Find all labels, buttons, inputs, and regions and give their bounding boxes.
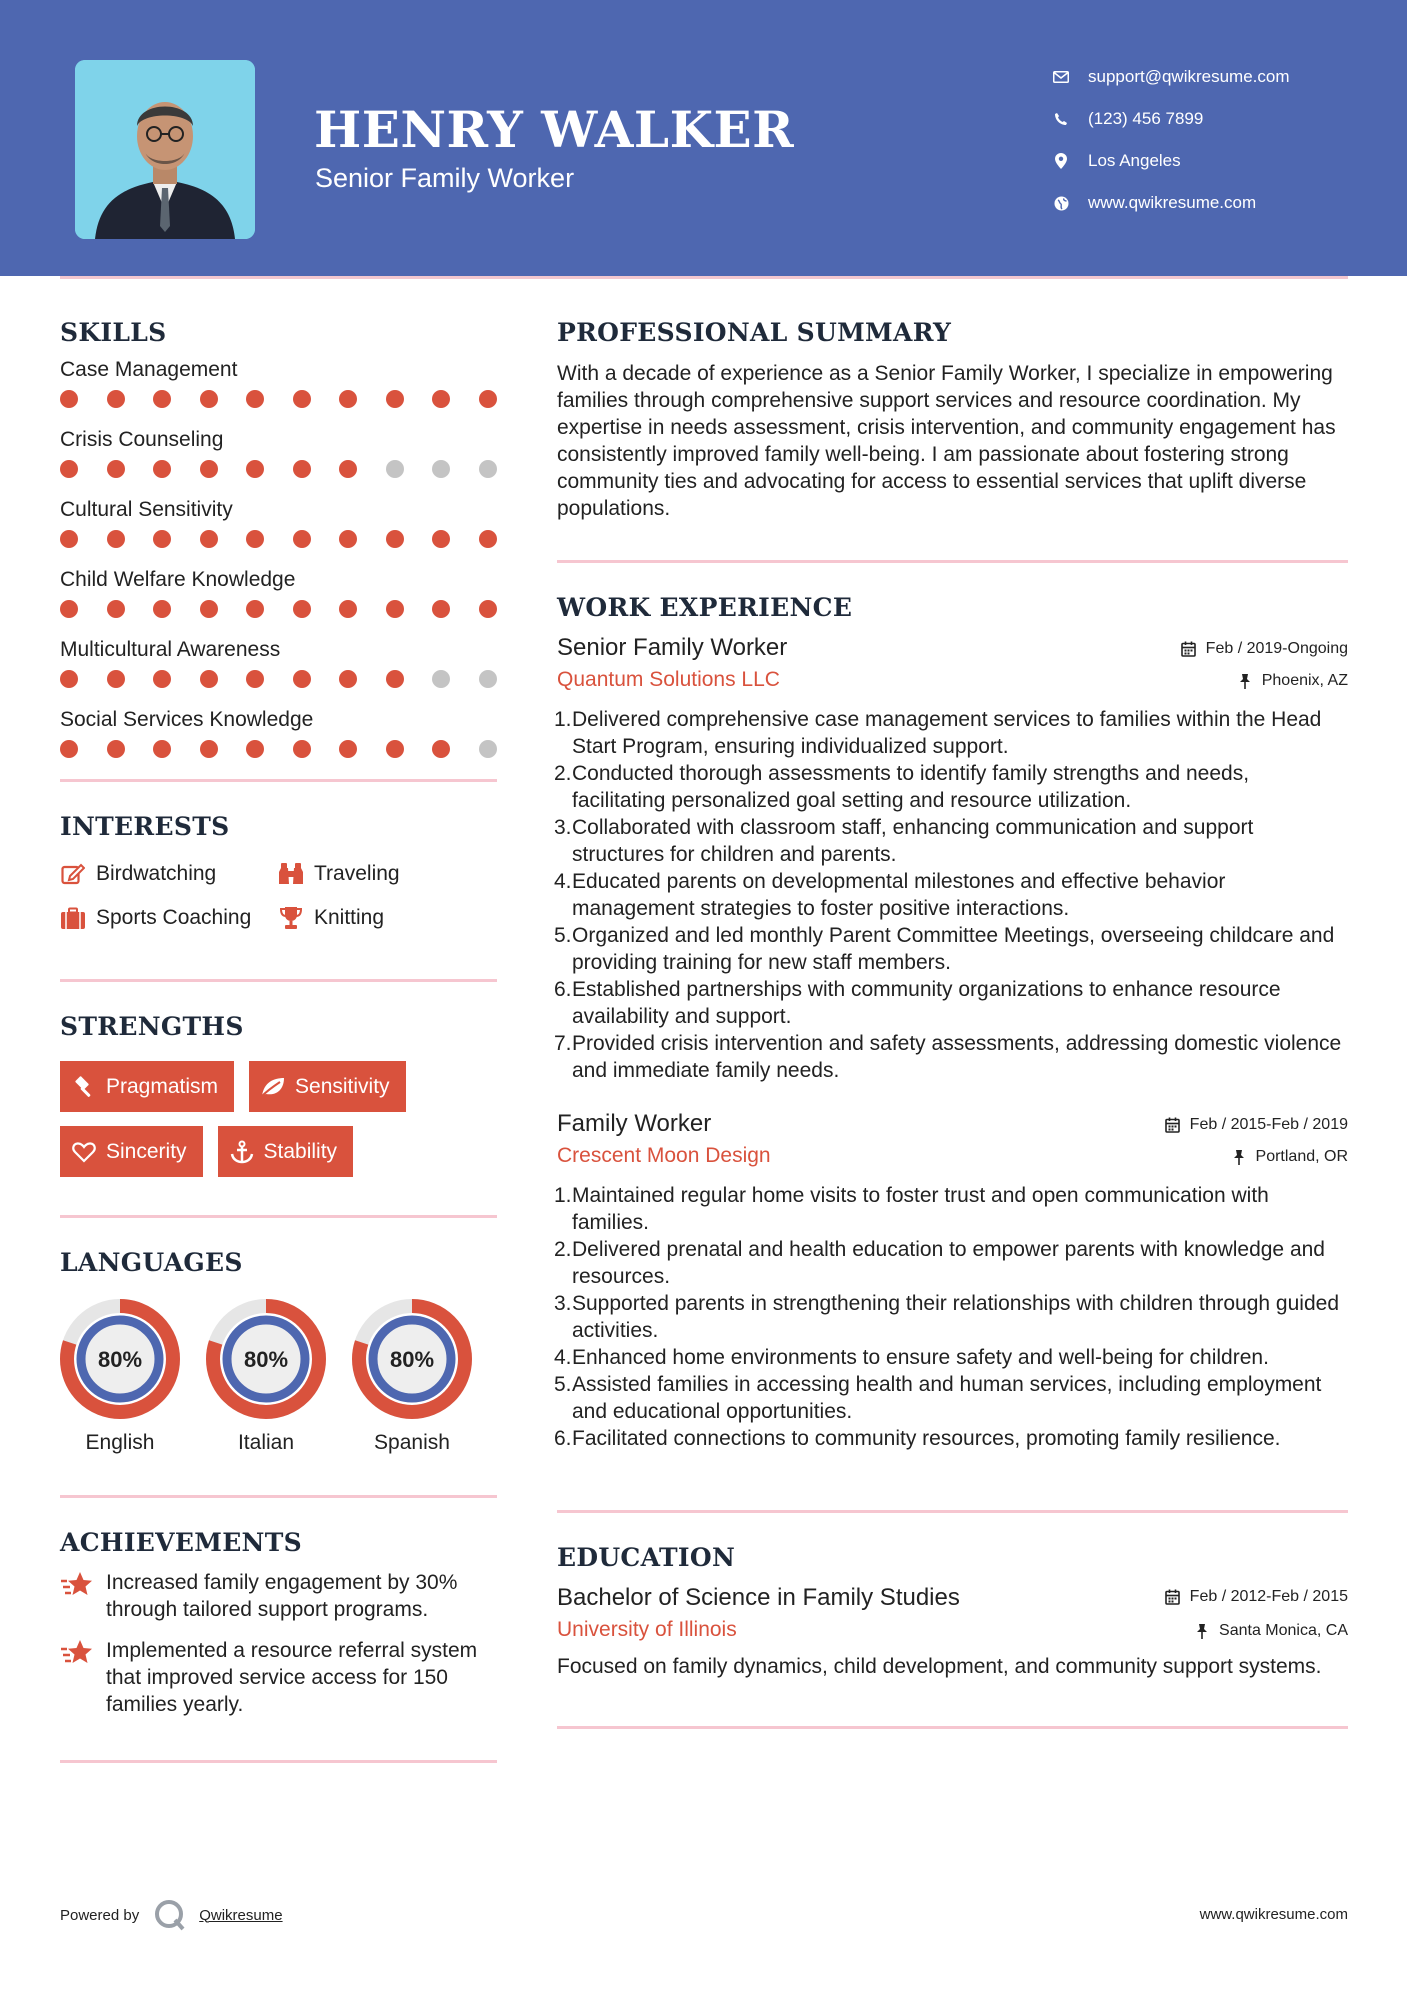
skills-list: [60, 355, 497, 763]
skill-item: [60, 635, 497, 693]
contact-email-text: support@qwikresume.com: [1088, 67, 1290, 86]
job-dates-text: Feb / 2015-Feb / 2019: [1189, 1116, 1348, 1133]
skill-item: [60, 495, 497, 553]
experience-heading: WORK EXPERIENCE: [557, 593, 853, 622]
education-location-text: Santa Monica, CA: [1219, 1622, 1348, 1639]
job-title: Family Worker: [557, 1110, 712, 1137]
strength-badge: [249, 1061, 406, 1112]
rating-dot-filled: [107, 460, 125, 478]
duty-item: 4. Enhanced home environments to ensure safety and well-being for children.: [554, 1346, 1269, 1369]
duty-item: 2. Delivered prenatal and health education to empower parents with knowledge and resources.: [554, 1238, 1325, 1288]
strength-badge: [60, 1061, 234, 1112]
rating-dot-filled: [107, 670, 125, 688]
job-location: [1236, 672, 1348, 690]
rating-dot-filled: [153, 390, 171, 408]
contact-website[interactable]: [1050, 182, 1290, 224]
languages-list: [60, 1299, 497, 1455]
achievements-heading: ACHIEVEMENTS: [60, 1528, 302, 1557]
job-subheader: [557, 668, 1348, 692]
job-header: [557, 1110, 1348, 1138]
rating-dot-filled: [153, 530, 171, 548]
achievement-item: [60, 1569, 497, 1623]
rating-dot-filled: [153, 740, 171, 758]
section-divider: [557, 1726, 1348, 1729]
heart-icon: [70, 1138, 98, 1166]
rating-dot-empty: [479, 460, 497, 478]
profile-photo: [75, 60, 255, 239]
rating-dot-filled: [200, 740, 218, 758]
education-dates: [1164, 1588, 1348, 1606]
language-name: English: [85, 1431, 155, 1454]
duty-item: 3. Collaborated with classroom staff, enhancing communication and support structures for children and parents.: [554, 816, 1254, 866]
rating-dot-filled: [200, 670, 218, 688]
rating-dot-filled: [107, 530, 125, 548]
rating-dot-filled: [60, 600, 78, 618]
strength-label: Pragmatism: [106, 1074, 219, 1098]
section-divider: [557, 560, 1348, 563]
rating-dot-filled: [153, 670, 171, 688]
rating-dot-empty: [386, 460, 404, 478]
job-location: [1230, 1148, 1348, 1166]
interests-heading: INTERESTS: [60, 812, 230, 841]
skill-rating: [60, 735, 497, 763]
rating-dot-filled: [293, 670, 311, 688]
contact-website-text: www.qwikresume.com: [1088, 193, 1257, 212]
rating-dot-filled: [432, 530, 450, 548]
section-divider: [60, 1495, 497, 1498]
rating-dot-filled: [339, 390, 357, 408]
rating-dot-filled: [386, 670, 404, 688]
job-entry: [554, 1110, 1348, 1452]
summary-heading: PROFESSIONAL SUMMARY: [557, 318, 952, 347]
duty-item: 6. Facilitated connections to community resources, promoting family resilience.: [554, 1427, 1281, 1450]
rating-dot-filled: [339, 670, 357, 688]
language-item: [352, 1299, 472, 1455]
language-item: [206, 1299, 326, 1455]
rating-dot-filled: [60, 530, 78, 548]
interest-label: Traveling: [314, 862, 400, 885]
skill-rating: [60, 525, 497, 553]
footer-url[interactable]: www.qwikresume.com: [1199, 1906, 1348, 1923]
footer-powered-by: [60, 1898, 283, 1932]
strengths-list: [60, 1061, 497, 1177]
section-divider: [60, 1215, 497, 1218]
interest-label: Knitting: [314, 906, 385, 929]
company-name: Crescent Moon Design: [557, 1144, 771, 1167]
language-item: [60, 1299, 180, 1455]
job-title: Senior Family Worker: [557, 634, 788, 661]
rating-dot-filled: [246, 460, 264, 478]
interest-item: [278, 903, 497, 933]
strength-label: Sincerity: [106, 1139, 187, 1163]
education-dates-text: Feb / 2012-Feb / 2015: [1189, 1588, 1348, 1605]
rating-dot-filled: [293, 600, 311, 618]
duty-item: 1. Maintained regular home visits to foster trust and open communication with families.: [554, 1184, 1269, 1234]
language-name: Italian: [237, 1431, 295, 1454]
achievement-text: Increased family engagement by 30% through tailored support programs.: [106, 1571, 458, 1621]
anchor-icon: [228, 1138, 256, 1166]
education-header: [557, 1584, 1348, 1612]
rating-dot-filled: [246, 670, 264, 688]
rating-dot-empty: [432, 670, 450, 688]
rating-dot-filled: [339, 740, 357, 758]
section-divider: [60, 979, 497, 982]
rating-dot-filled: [153, 460, 171, 478]
candidate-title: Senior Family Worker: [315, 163, 575, 193]
rating-dot-empty: [432, 460, 450, 478]
education-location: [1193, 1622, 1348, 1640]
rating-dot-filled: [479, 390, 497, 408]
skills-heading: SKILLS: [60, 318, 167, 347]
interests-list: [60, 859, 497, 933]
candidate-name: HENRY WALKER: [314, 100, 795, 159]
skill-rating: [60, 595, 497, 623]
duty-list: [554, 1182, 1348, 1452]
duty-item: 5. Organized and led monthly Parent Committee Meetings, overseeing childcare and providing training for new staff members.: [554, 924, 1335, 974]
rating-dot-filled: [386, 740, 404, 758]
contact-list: [1050, 56, 1290, 224]
rating-dot-filled: [432, 390, 450, 408]
rating-dot-filled: [107, 390, 125, 408]
rating-dot-filled: [107, 740, 125, 758]
skill-name: Crisis Counseling: [60, 428, 224, 451]
header-divider: [60, 276, 1348, 279]
skill-item: [60, 425, 497, 483]
suitcase-icon: [60, 905, 86, 931]
strength-badge: [60, 1126, 203, 1177]
pushpin-icon: [1230, 1148, 1248, 1166]
summary-text: With a decade of experience as a Senior Family Worker, I specialize in empowering families through comprehensive support services and resource coordination. My expertise in needs assessment, crisis intervention, and community engagement has consistently improved family well-being. I am passionate about fostering strong community ties and advocating for access to essential services that uplift diverse populations.: [557, 362, 1336, 520]
job-subheader: [557, 1144, 1348, 1168]
duty-list: [554, 706, 1348, 1084]
job-dates-text: Feb / 2019-Ongoing: [1205, 640, 1348, 657]
education-subheader: [557, 1618, 1348, 1642]
duty-item: 6. Established partnerships with community organizations to enhance resource availability and support.: [554, 978, 1281, 1028]
language-percent: 80%: [97, 1347, 143, 1372]
rating-dot-filled: [339, 460, 357, 478]
rating-dot-filled: [246, 530, 264, 548]
duty-item: 5. Assisted families in accessing health and human services, including employment and educational opportunities.: [554, 1373, 1322, 1423]
pushpin-icon: [1193, 1622, 1211, 1640]
contact-phone-text: (123) 456 7899: [1088, 109, 1204, 128]
rating-dot-filled: [432, 600, 450, 618]
rating-dot-filled: [479, 600, 497, 618]
envelope-icon: [1050, 66, 1072, 88]
rating-dot-filled: [293, 460, 311, 478]
rating-dot-filled: [293, 740, 311, 758]
calendar-icon: [1164, 1588, 1182, 1606]
skill-name: Multicultural Awareness: [60, 638, 281, 661]
education-description: Focused on family dynamics, child development, and community support systems.: [557, 1655, 1322, 1678]
contact-location-text: Los Angeles: [1088, 151, 1181, 170]
language-ring: [352, 1299, 472, 1419]
language-name: Spanish: [374, 1431, 450, 1454]
leaf-icon: [259, 1073, 287, 1101]
phone-icon: [1050, 108, 1072, 130]
school-name: University of Illinois: [557, 1618, 737, 1641]
rating-dot-empty: [479, 670, 497, 688]
gavel-icon: [70, 1073, 98, 1101]
rating-dot-filled: [200, 600, 218, 618]
skill-item: [60, 565, 497, 623]
skill-item: [60, 355, 497, 413]
pushpin-icon: [1236, 672, 1254, 690]
rating-dot-filled: [339, 600, 357, 618]
education-heading: EDUCATION: [557, 1543, 736, 1572]
section-divider: [60, 779, 497, 782]
rating-dot-filled: [479, 530, 497, 548]
skill-name: Case Management: [60, 358, 238, 381]
languages-heading: LANGUAGES: [60, 1248, 243, 1277]
qwikresume-logo-icon: [153, 1898, 187, 1932]
resume-header: [0, 0, 1407, 276]
rating-dot-filled: [386, 390, 404, 408]
binoculars-icon: [278, 861, 304, 887]
achievements-list: [60, 1569, 497, 1718]
rating-dot-filled: [200, 390, 218, 408]
left-column: [60, 318, 497, 1763]
interest-item: [278, 859, 497, 889]
education-entry: [557, 1584, 1348, 1680]
job-dates: [1180, 640, 1348, 658]
section-divider: [60, 1760, 497, 1763]
rating-dot-filled: [339, 530, 357, 548]
skill-name: Social Services Knowledge: [60, 708, 314, 731]
skill-name: Cultural Sensitivity: [60, 498, 233, 521]
rating-dot-filled: [386, 600, 404, 618]
achievement-text: Implemented a resource referral system that improved service access for 150 families yearly.: [106, 1639, 478, 1716]
achievement-item: [60, 1637, 497, 1718]
job-entry: [554, 634, 1348, 1084]
map-pin-icon: [1050, 150, 1072, 172]
contact-phone[interactable]: [1050, 98, 1290, 140]
degree-name: Bachelor of Science in Family Studies: [557, 1584, 960, 1611]
language-percent: 80%: [389, 1347, 435, 1372]
rating-dot-filled: [432, 740, 450, 758]
strength-label: Sensitivity: [295, 1074, 390, 1098]
rating-dot-filled: [60, 460, 78, 478]
duty-item: 3. Supported parents in strengthening their relationships with children through guided activities.: [554, 1292, 1339, 1342]
duty-item: 1. Delivered comprehensive case management services to families within the Head Start Program, ensuring individualized support.: [554, 708, 1322, 758]
rating-dot-filled: [60, 740, 78, 758]
rating-dot-filled: [293, 530, 311, 548]
skill-rating: [60, 665, 497, 693]
skill-name: Child Welfare Knowledge: [60, 568, 296, 591]
rating-dot-empty: [479, 740, 497, 758]
globe-icon: [1050, 192, 1072, 214]
language-ring: [60, 1299, 180, 1419]
rating-dot-filled: [200, 530, 218, 548]
skill-item: [60, 705, 497, 763]
strength-badge: [218, 1126, 354, 1177]
strengths-heading: STRENGTHS: [60, 1012, 244, 1041]
rating-dot-filled: [60, 670, 78, 688]
rating-dot-filled: [60, 390, 78, 408]
duty-item: 2. Conducted thorough assessments to identify family strengths and needs, facilitating personalized goal setting and resource utilization.: [554, 762, 1250, 812]
rating-dot-filled: [246, 740, 264, 758]
contact-location: [1050, 140, 1290, 182]
powered-by-text: Powered by: [60, 1906, 140, 1924]
section-divider: [557, 1510, 1348, 1513]
skill-rating: [60, 385, 497, 413]
contact-email[interactable]: [1050, 56, 1290, 98]
rating-dot-filled: [107, 600, 125, 618]
rating-dot-filled: [153, 600, 171, 618]
company-name: Quantum Solutions LLC: [557, 668, 780, 691]
calendar-icon: [1164, 1116, 1182, 1134]
qwikresume-link[interactable]: Qwikresume: [199, 1906, 283, 1924]
language-ring: [206, 1299, 326, 1419]
language-percent: 80%: [243, 1347, 289, 1372]
calendar-icon: [1180, 640, 1198, 658]
job-dates: [1164, 1116, 1348, 1134]
duty-item: 7. Provided crisis intervention and safety assessments, addressing domestic violence and immediate family needs.: [554, 1032, 1342, 1082]
job-header: [557, 634, 1348, 662]
star-icon: [60, 1569, 94, 1601]
interest-item: [60, 903, 278, 933]
rating-dot-filled: [200, 460, 218, 478]
star-icon: [60, 1637, 94, 1669]
rating-dot-filled: [293, 390, 311, 408]
interest-label: Sports Coaching: [96, 906, 252, 929]
skill-rating: [60, 455, 497, 483]
interest-label: Birdwatching: [96, 862, 217, 885]
trophy-icon: [278, 905, 304, 931]
duty-item: 4. Educated parents on developmental milestones and effective behavior management strategies to foster positive interactions.: [554, 870, 1226, 920]
job-location-text: Portland, OR: [1255, 1148, 1348, 1165]
interest-item: [60, 859, 278, 889]
job-location-text: Phoenix, AZ: [1261, 672, 1348, 689]
right-column: [554, 318, 1348, 1729]
rating-dot-filled: [386, 530, 404, 548]
pencil-square-icon: [60, 861, 86, 887]
rating-dot-filled: [246, 390, 264, 408]
strength-label: Stability: [263, 1139, 338, 1163]
rating-dot-filled: [246, 600, 264, 618]
